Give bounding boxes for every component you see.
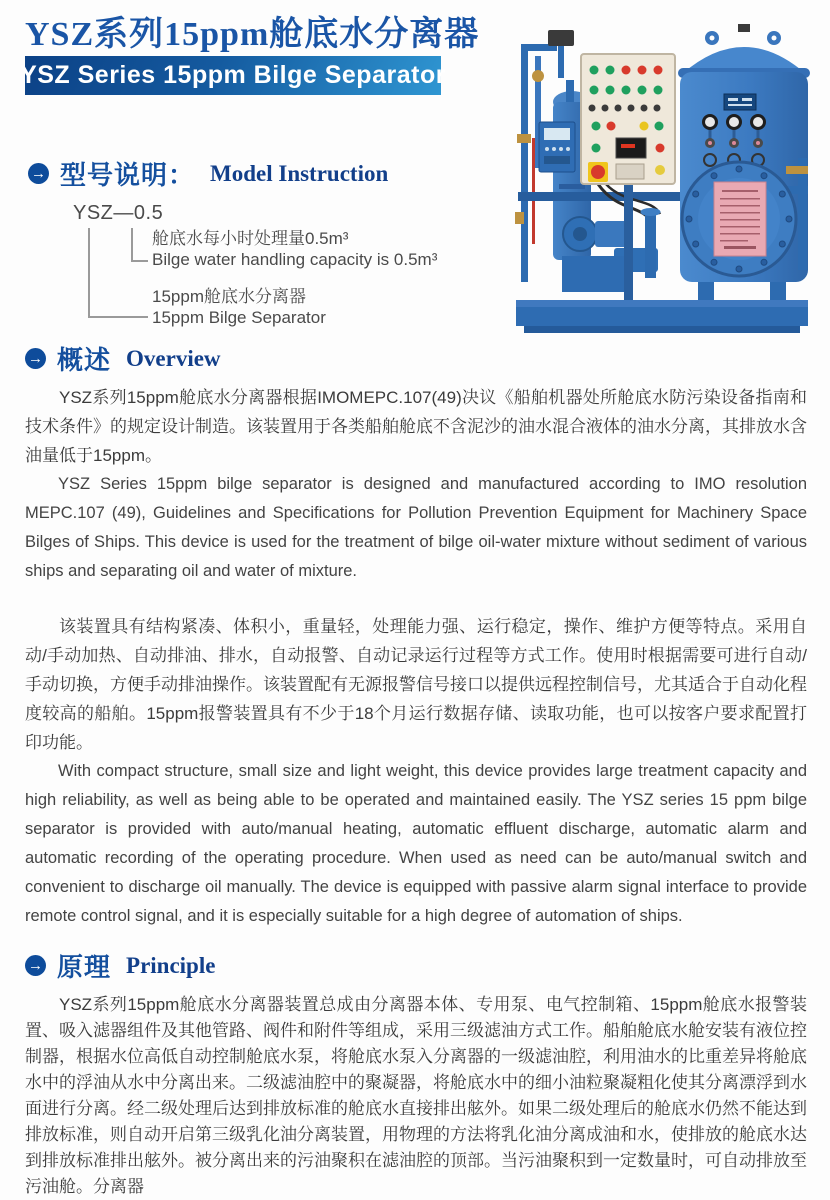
model-heading-cn: 型号说明： [60,160,196,190]
tree-branch-line [88,228,148,318]
panel-button [590,66,599,75]
branch-type-cn: 15ppm舱底水分离器 [152,287,306,306]
branch-capacity-en: Bilge water handling capacity is 0.5m³ [152,250,438,269]
model-heading-en: Model Instruction [210,160,389,186]
arrow-bullet-icon [25,348,46,369]
overview-paragraph-1-en: YSZ Series 15ppm bilge separator is designed and manufactured according to IMO resolution MEPC.107 (49), Guidelines and Specifications for Pollution Prevention Equipment for Machinery Space Bilges of Ships. This device is used for the treatment of bilge oil-water mixture without sediment of various ships and separating oil and water of mixture. [25,475,807,580]
principle-heading-cn: 原理 [57,952,112,982]
model-section-heading [28,155,488,192]
nameplate [724,94,756,110]
product-photo [502,14,820,348]
title-banner [20,56,446,95]
principle-section-heading [25,947,807,984]
bilge-separator-illustration [502,14,820,348]
feed-pump [562,208,661,292]
alarm-monitor-box [539,122,575,172]
panel-button [638,66,647,75]
page-title: YSZ系列15ppm舱底水分离器 [25,16,480,53]
brass-fitting [786,166,808,174]
panel-button [590,86,599,95]
brass-valve [532,70,544,82]
panel-button [654,86,663,95]
banner-text: YSZ Series 15ppm Bilge Separator [20,61,446,89]
model-code: YSZ—0.5 [73,202,164,224]
panel-button [638,86,647,95]
panel-button [606,66,615,75]
overview-heading-cn: 概述 [57,345,112,375]
branch-type [152,286,326,328]
panel-label [616,164,644,179]
arrow-bullet-icon [25,955,46,976]
branch-capacity-cn: 舱底水每小时处理量0.5m³ [152,229,349,248]
overview-paragraph-1-cn: YSZ系列15ppm舱底水分离器根据IMOMEPC.107(49)决议《船舶机器处所舱底水防污染设备指南和技术条件》的规定设计制造。该装置用于各类船舶舱底不含泥沙的油水混合液体的油水分离，其排放水含油量低于15ppm。 [25,388,807,465]
main-content [25,340,807,1200]
overview-heading-en: Overview [126,345,221,371]
principle-paragraph-cn: YSZ系列15ppm舱底水分离器装置总成由分离器本体、专用泵、电气控制箱、15ppm舱底水报警装置、吸入滤器组件及其他管路、阀件和附件等组成，采用三级滤油方式工作。船舶舱底水舱安装有液位控制器，根据水位高低自动控制舱底水泵，将舱底水泵入分离器的一级滤油腔，利用油水的比重差异将舱底水中的浮油从水中分离出来。二级滤油腔中的聚凝器，将舱底水中的细小油粒聚凝粗化使其分离漂浮到水面进行分离。经二级处理后达到排放标准的舱底水直接排出舷外。如果二级处理后的舱底水仍然不能达到排放标准，则自动开启第三级乳化油分离装置，用物理的方法将乳化油分离成油和水，使排放的舱底水达到排放标准排出舷外。被分离出来的污油聚积在滤油腔的顶部。当污油聚积到一定数量时，可自动排放至污油舱。分离器 [25,995,807,1196]
panel-stand [624,180,633,300]
panel-button [654,66,663,75]
brass-valve [517,134,531,143]
branch-capacity [152,228,437,270]
panel-button [606,86,615,95]
red-pipe [532,138,535,244]
section-model-instruction [28,155,488,352]
brass-valve [515,212,524,224]
model-code-tree [28,202,488,352]
base-skid [516,300,808,333]
control-panel [581,54,675,184]
arrow-bullet-icon [28,163,49,184]
overview-paragraph-2-cn: 该装置具有结构紧凑、体积小，重量轻，处理能力强、运行稳定，操作、维护方便等特点。采用自动/手动加热、自动排油、排水，自动报警、自动记录运行过程等方式工作。使用时根据需要可进行自动/手动切换，方便手动排油操作。该装置配有无源报警信号接口以提供远程控制信号，尤其适合于自动化程度较高的船舶。15ppm报警装置具有不少于18个月运行数据存储、读取功能，也可以按客户要求配置打印功能。 [25,617,807,752]
monitor-display [544,128,570,140]
principle-heading-en: Principle [126,952,216,978]
panel-button [622,86,631,95]
overview-section-heading [25,340,807,377]
branch-type-en: 15ppm Bilge Separator [152,308,326,327]
instruction-label [714,182,766,256]
panel-button [622,66,631,75]
overview-paragraph-2-en: With compact structure, small size and light weight, this device provides large treatment capacity and high reliability, as well as being able to be operated and maintained easily. The YSZ series 15 ppm bilge separator is provided with auto/manual heating, automatic effluent discharge, automatic alarm and automatic recording of the operating procedure. When used as need can be auto/manual switch and convenient to discharge oil manually. The device is equipped with passive alarm signal interface to provide remote control signal, and it is especially suitable for a high degree of automation of ships. [25,762,807,925]
